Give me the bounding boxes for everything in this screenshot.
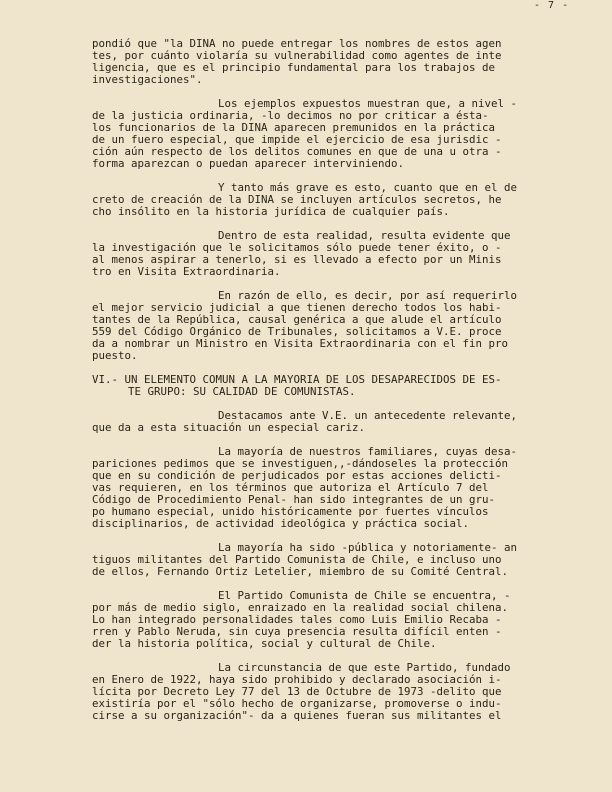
text-line: Destacamos ante V.E. un antecedente relevante, xyxy=(218,409,518,422)
text-line: der la historia política, social y cultural de Chile. xyxy=(92,637,437,650)
text-line: puesto. xyxy=(92,349,138,362)
text-line: La mayoría de nuestros familiares, cuyas desa- xyxy=(218,445,518,458)
text-line: la investigación que le solicitamos sólo puede tener éxito, o - xyxy=(92,241,502,254)
text-line: VI.- UN ELEMENTO COMUN A LA MAYORIA DE LOS DESAPARECIDOS DE ES- xyxy=(92,373,502,386)
text-line: Los ejemplos expuestos muestran que, a nivel - xyxy=(218,97,518,110)
text-line: Lo han integrado personalidades tales como Luis Emilio Recaba - xyxy=(92,613,502,626)
text-line: existiría por el "sólo hecho de organizarse, promoverse o indu- xyxy=(92,697,502,710)
text-line: Dentro de esta realidad, resulta evidente que xyxy=(218,229,511,242)
text-line: de un fuero especial, que impide el ejercicio de esa jurisdic - xyxy=(92,133,502,146)
text-line: los funcionarios de la DINA aparecen premunidos en la práctica xyxy=(92,121,496,134)
text-line: de la justicia ordinaria, -lo decimos no por criticar a ésta- xyxy=(92,109,489,122)
text-line: TE GRUPO: SU CALIDAD DE COMUNISTAS. xyxy=(128,385,356,398)
text-line: tiguos militantes del Partido Comunista de Chile, e incluso uno xyxy=(92,553,502,566)
text-line: pondió que "la DINA no puede entregar los nombres de estos agen xyxy=(92,37,502,50)
text-line: el mejor servicio judicial a que tienen derecho todos los habi- xyxy=(92,301,502,314)
text-line: que da a esta situación un especial cariz. xyxy=(92,421,366,434)
text-line: en Enero de 1922, haya sido prohibido y declarado asociación i- xyxy=(92,673,502,686)
text-line: lícita por Decreto Ley 77 del 13 de Octubre de 1973 -delito que xyxy=(92,685,502,698)
text-line: disciplinarios, de actividad ideológica y práctica social. xyxy=(92,517,470,530)
text-line: La mayoría ha sido -pública y notoriamente- an xyxy=(218,541,518,554)
text-line: cirse a su organización"- da a quienes fueran sus militantes el xyxy=(92,709,502,722)
text-line: tro en Visita Extraordinaria. xyxy=(92,265,281,278)
text-line: por más de medio siglo, enraizado en la realidad social chilena. xyxy=(92,601,509,614)
text-line: ligencia, que es el principio fundamental para los trabajos de xyxy=(92,61,496,74)
text-line: rren y Pablo Neruda, sin cuya presencia resulta difícil enten - xyxy=(92,625,502,638)
text-line: En razón de ello, es decir, por así requerirlo xyxy=(218,289,518,302)
text-line: Código de Procedimiento Penal- han sido integrantes de un gru- xyxy=(92,493,496,506)
page-number: - 7 - xyxy=(534,0,570,11)
text-line: de ellos, Fernando Ortiz Letelier, miembro de su Comité Central. xyxy=(92,565,509,578)
text-line: vas requieren, en los términos que autoriza el Artículo 7 del xyxy=(92,481,489,494)
text-line: forma aparezcan o puedan aparecer interviniendo. xyxy=(92,157,405,170)
text-line: po humano especial, unido históricamente por fuertes vínculos xyxy=(92,505,489,518)
text-line: que en su condición de perjudicados por estas acciones delicti- xyxy=(92,469,502,482)
text-line: La circunstancia de que este Partido, fundado xyxy=(218,661,511,674)
text-line: da a nombrar un Ministro en Visita Extraordinaria con el fin pro xyxy=(92,337,509,350)
text-line: ción aún respecto de los delitos comunes en que de una u otra - xyxy=(92,145,502,158)
text-line: creto de creación de la DINA se incluyen artículos secretos, he xyxy=(92,193,502,206)
text-line: Y tanto más grave es esto, cuanto que en el de xyxy=(218,181,518,194)
text-line: investigaciones". xyxy=(92,73,203,86)
text-line: pariciones pedimos que se investiguen,,-dándoseles la protección xyxy=(92,457,509,470)
text-line: El Partido Comunista de Chile se encuentra, - xyxy=(218,589,511,602)
text-line: al menos aspirar a tenerlo, si es llevado a efecto por un Minis xyxy=(92,253,502,266)
text-line: tes, por cuánto violaría su vulnerabilidad como agentes de inte xyxy=(92,49,502,62)
text-line: tantes de la República, causal genérica a que alude el artículo xyxy=(92,313,502,326)
text-line: 559 del Código Orgánico de Tribunales, solicitamos a V.E. proce xyxy=(92,325,502,338)
text-line: cho insólito en la historia jurídica de cualquier país. xyxy=(92,205,450,218)
